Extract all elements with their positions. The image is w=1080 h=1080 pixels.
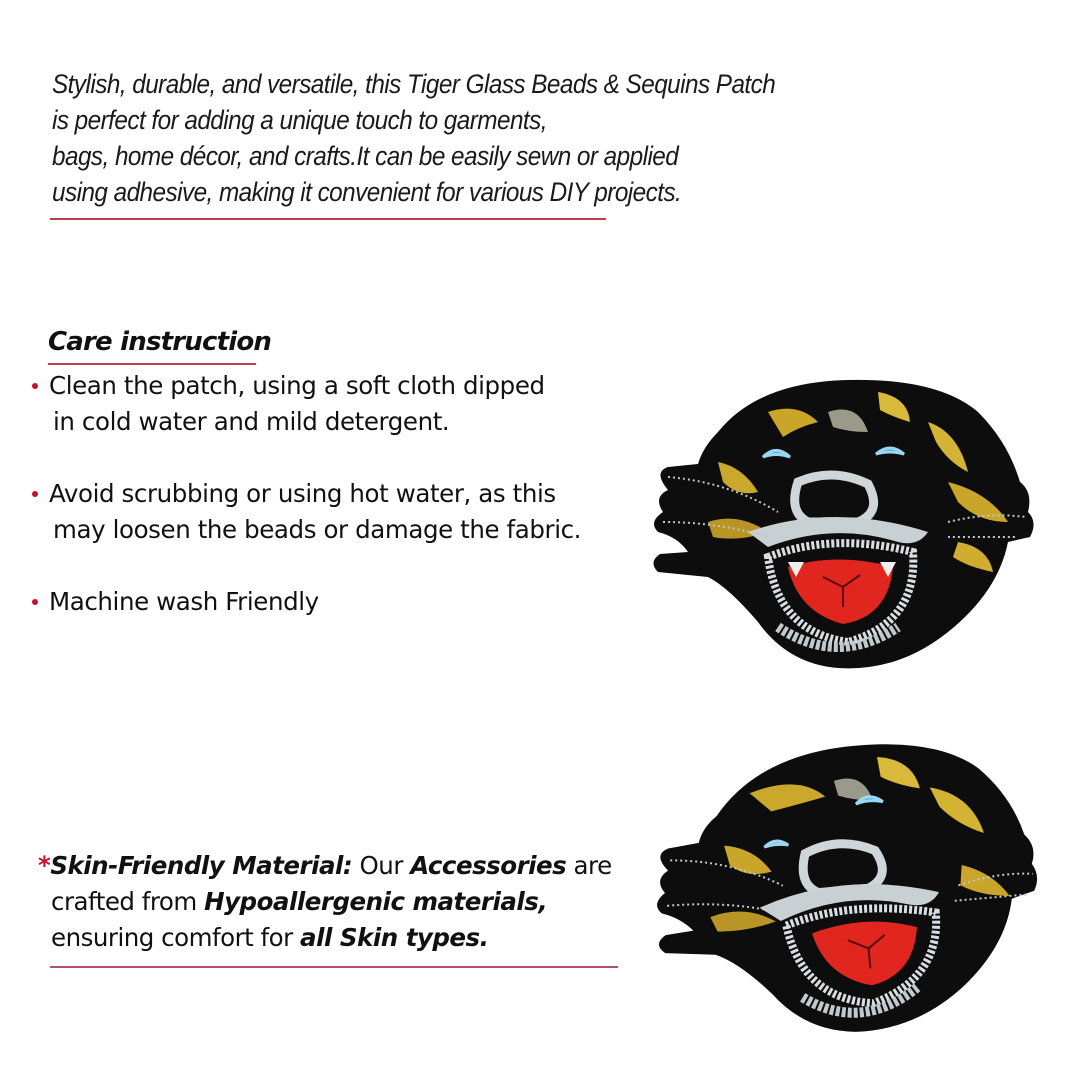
care-item-text: may loosen the beads or damage the fabric. [53,515,582,544]
tiger-icon [648,735,1043,1035]
skin-note-accessories: Accessories [410,851,567,880]
care-item-text: Avoid scrubbing or using hot water, as this [49,479,556,508]
description-line: bags, home décor, and crafts.It can be easily sewn or applied [52,141,679,171]
care-item-text: Machine wash Friendly [49,587,319,616]
care-item-text: Clean the patch, using a soft cloth dipped [49,371,545,400]
care-item-clean [32,368,632,440]
skin-note-text: ensuring comfort for [51,923,301,952]
description-line: Stylish, durable, and versatile, this Tiger Glass Beads & Sequins Patch [52,69,776,99]
skin-friendly-note [38,848,638,956]
tiger-patch-angled-image [648,735,1043,1035]
description-line: using adhesive, making it convenient for various DIY projects. [52,177,682,207]
asterisk: * [38,851,51,880]
bullet-icon [32,383,38,389]
description-line: is perfect for adding a unique touch to garments, [52,105,547,135]
bullet-icon [32,599,38,605]
skin-note-all-skin: all Skin types. [300,923,489,952]
tiger-icon [653,380,1033,668]
bullet-icon [32,491,38,497]
care-item-machine-wash [32,584,632,620]
skin-note-hypoallergenic: Hypoallergenic materials, [204,887,548,916]
skin-note-title: Skin-Friendly Material: [50,851,353,880]
description-divider [50,218,606,220]
care-item-avoid-scrubbing [32,476,632,548]
skin-note-divider [50,966,618,968]
skin-note-text: Our [352,851,411,880]
care-item-text: in cold water and mild detergent. [53,407,450,436]
care-heading: Care instruction [48,327,272,357]
tiger-patch-front-image [648,372,1038,672]
product-description [52,66,776,210]
skin-note-text: crafted from [51,887,205,916]
care-heading-underline [48,363,256,365]
care-list [32,368,632,656]
skin-note-text: are [566,851,612,880]
